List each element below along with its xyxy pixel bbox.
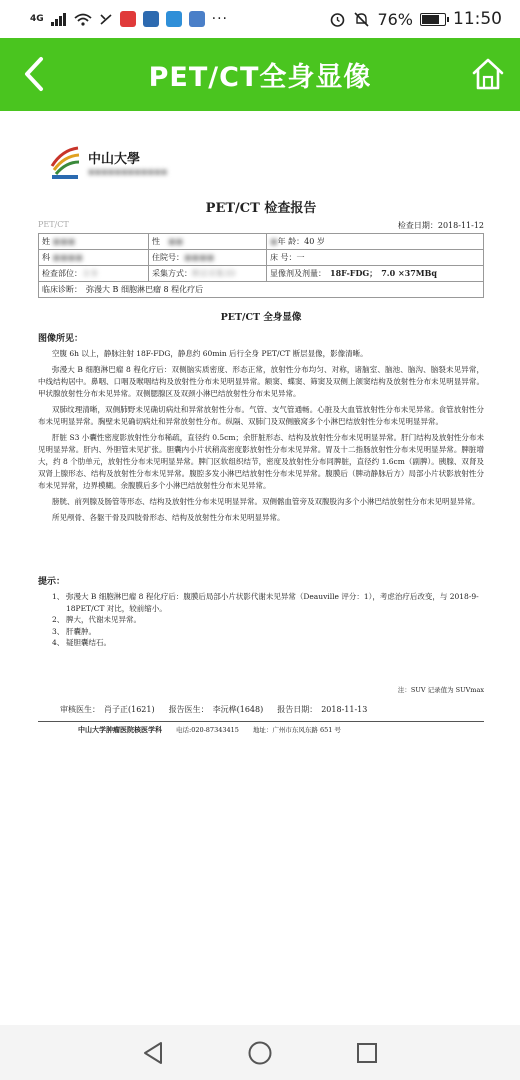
- findings-paragraph: 肝脏 S3 小囊性密度影放射性分布稀疏，直径约 0.5cm；余肝脏形态、结构及放射性分布未见明显异常。肝门结构及放射性分布未见明显异常。肝内、外胆管未见扩张。胆囊内小片状稍高密度影放射性分布未见异常。胃及十二指肠放射性分布未见明显异常。脾脏增大，约 8 个肋单元，放射性分布未见明显异常。脾门区软组织结节，密度及放射性分布同脾脏，直径约 1.6cm（副脾）。胰腺、双肾及双肾上腺形态、结构及放射性分布未见异常。腹腔多发小淋巴结放射性分布未见异常。腹膜后（脾动静脉后方）局部小片状影放射性分布未见异常，边界模糊。余腹膜后多个小淋巴结放射性分布未见异常。: [38, 433, 484, 490]
- alarm-icon: [329, 11, 346, 28]
- nfc-icon: [99, 13, 113, 26]
- chevron-left-icon: [23, 56, 45, 92]
- signal-icon: [51, 13, 67, 26]
- nav-recents-icon: [355, 1041, 379, 1065]
- logo-subtitle: ■■■■■■■■■■■■: [88, 168, 168, 176]
- back-button[interactable]: [14, 52, 54, 96]
- mute-icon: [353, 11, 370, 28]
- age-cell: ■年 龄：40 岁: [267, 234, 484, 250]
- signature-row: [38, 704, 484, 715]
- hospital-logo: [48, 139, 484, 185]
- clock: 11:50: [453, 9, 502, 29]
- wifi-icon: [74, 13, 92, 26]
- patient-info-table: [38, 233, 484, 298]
- battery-percent: 76%: [377, 9, 413, 29]
- footer-phone: 电话:020-87343415: [176, 725, 239, 734]
- report-footer: [38, 725, 484, 735]
- diagnosis-cell: 临床诊断： 弥漫大 B 细胞淋巴瘤 8 程化疗后: [39, 282, 484, 298]
- divider: [38, 721, 484, 722]
- impression-list: [38, 591, 484, 649]
- report-viewer[interactable]: [0, 111, 520, 1025]
- nav-home-icon: [247, 1040, 273, 1066]
- exam-date: 检查日期：2018-11-12: [397, 221, 484, 230]
- name-cell: 姓 ■■■: [39, 234, 149, 250]
- list-item: 4、 疑胆囊结石。: [52, 638, 111, 647]
- tracer-cell: 显像剂及剂量： 18F-FDG； 7.0 ×37MBq: [267, 266, 484, 282]
- more-notifications-icon: ···: [211, 11, 229, 27]
- method-cell: 采集方式：断层采集3D: [149, 266, 267, 282]
- section-title: PET/CT 全身显像: [220, 312, 302, 323]
- telegram-icon: [166, 11, 182, 27]
- reviewer: 审核医生： 肖子正(1621): [60, 704, 155, 714]
- home-button[interactable]: [466, 52, 510, 96]
- report-document: [38, 139, 484, 735]
- report-meta: [38, 220, 484, 231]
- impression-heading: 提示：: [38, 577, 66, 587]
- findings-paragraph: 膀胱、前列腺及肠管等形态、结构及放射性分布未见明显异常。双侧髂血管旁及双腹股沟多个小淋巴结放射性分布未见明显异常。: [52, 497, 480, 506]
- app-header: [0, 38, 520, 111]
- footer-department: 中山大学肿瘤医院核医学科: [78, 724, 162, 734]
- nav-recents-button[interactable]: [347, 1033, 387, 1073]
- table-row: [39, 282, 484, 298]
- app-notification-icon: [189, 11, 205, 27]
- nav-home-button[interactable]: [240, 1033, 280, 1073]
- page-title: PET/CT全身显像: [148, 62, 372, 93]
- app-notification-icon: [120, 11, 136, 27]
- footer-address: 地址：广州市东风东路 651 号: [252, 725, 341, 734]
- findings-paragraph: 所见颅骨、各躯干骨及四肢骨形态、结构及放射性分布未见明显异常。: [52, 513, 285, 522]
- nav-back-button[interactable]: [133, 1033, 173, 1073]
- table-row: [39, 234, 484, 250]
- findings-paragraph: 弥漫大 B 细胞淋巴瘤 8 程化疗后：双侧脑实质密度、形态正常，放射性分布均匀、对称，诸脑室、脑池、脑沟、脑裂未见异常，中线结构居中。鼻咽、口咽及喉咽结构及放射性分布未见明显异常。额窦、蝶窦、筛窦及双侧上颌窦结构及放射性分布未见明显异常。甲状腺放射性分布未见异常。双侧腮腺区及双颈小淋巴结放射性分布未见异常。: [38, 365, 484, 398]
- system-nav-bar: [0, 1025, 520, 1080]
- nav-back-icon: [141, 1040, 165, 1066]
- list-item: 3、 肝囊肿。: [52, 626, 96, 636]
- exam-site-cell: 检查部位：全身: [39, 266, 149, 282]
- battery-icon: [420, 13, 446, 26]
- table-row: [39, 250, 484, 266]
- findings-paragraph: 双肺纹理清晰，双侧肺野未见确切病灶和异常放射性分布。气管、支气管通畅。心脏及大血管放射性分布未见异常。食管放射性分布未见明显异常。胸壁未见确切病灶和异常放射性分布。纵隔、双肺门及双侧腋窝多个小淋巴结放射性分布未见明显异常。: [38, 405, 484, 426]
- hospital-short: PET/CT: [38, 220, 69, 229]
- reporter: 报告医生： 李沅桦(1648): [168, 704, 264, 714]
- network-type: 4G: [30, 14, 44, 24]
- home-icon: [471, 57, 505, 91]
- report-date: 报告日期： 2018-11-13: [277, 704, 368, 714]
- list-item: 2、 脾大，代谢未见异常。: [52, 615, 141, 624]
- university-name: 中山大學: [88, 152, 141, 167]
- university-logo-icon: [48, 144, 82, 180]
- findings-paragraph: 空腹 6h 以上，静脉注射 18F-FDG，静息约 60min 后行全身 PET/CT 断层显像，影像清晰。: [52, 349, 368, 358]
- findings-heading: 图像所见：: [38, 334, 84, 344]
- admission-cell: 住院号：■■■■: [149, 250, 267, 266]
- table-row: [39, 266, 484, 282]
- status-bar: [0, 0, 520, 38]
- gender-cell: 性 ■■: [149, 234, 267, 250]
- report-title: PET/CT 检查报告: [205, 201, 317, 216]
- list-item: 1、 弥漫大 B 细胞淋巴瘤 8 程化疗后：腹膜后局部小片状影代谢未见异常（Deauville 评分：1），考虑治疗后改变，与 2018-9-18PET/CT 对比，较前缩小。: [52, 592, 479, 613]
- bed-cell: 床 号：一: [267, 250, 484, 266]
- department-cell: 科 ■■■■: [39, 250, 149, 266]
- app-notification-icon: [143, 11, 159, 27]
- suv-note: 注：SUV 记录值为 SUVmax: [397, 685, 484, 694]
